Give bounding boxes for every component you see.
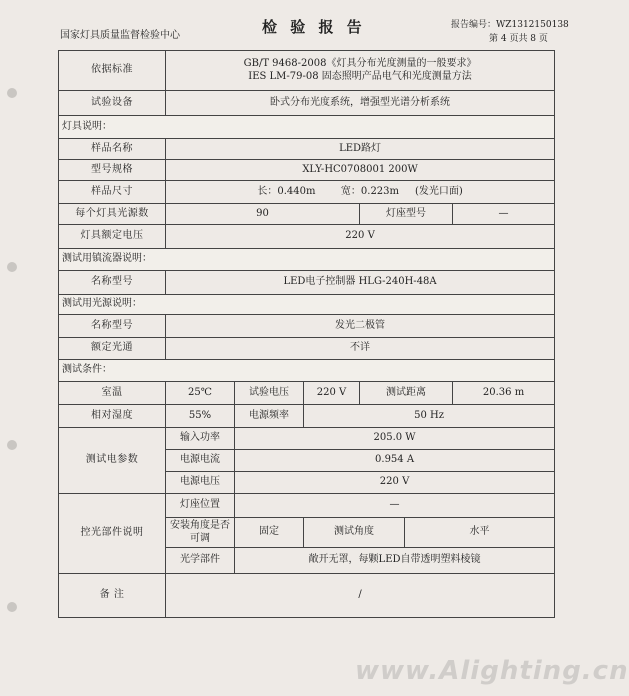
lamp-section-heading: 灯具说明： (59, 116, 555, 139)
input-power-value: 205.0 W (235, 428, 555, 450)
conditions-section-heading: 测试条件： (59, 360, 555, 382)
basis-line-1: GB/T 9468-2008《灯具分布光度测量的一般要求》 (243, 58, 477, 69)
rated-voltage-value: 220 V (166, 225, 555, 249)
binder-hole (7, 88, 17, 98)
distance-label: 测试距离 (360, 382, 453, 405)
size-row (59, 181, 555, 204)
page-info: 第 4 页共 8 页 (489, 34, 548, 44)
flux-label: 额定光通 (59, 338, 166, 360)
mount-adjustable-label: 安装角度是否可调 (166, 518, 235, 548)
humidity-label: 相对湿度 (59, 405, 166, 428)
base-type-label: 灯座型号 (360, 204, 453, 225)
remarks-label: 备 注 (59, 574, 166, 618)
size-value (166, 181, 555, 204)
sources-row (59, 204, 555, 225)
binder-hole (7, 262, 17, 272)
equipment-row (59, 91, 555, 116)
supply-current-label: 电源电流 (166, 450, 235, 472)
mount-adjustable-value: 固定 (235, 518, 304, 548)
test-angle-label: 测试角度 (304, 518, 405, 548)
humidity-row (59, 405, 555, 428)
equipment-label: 试验设备 (59, 91, 166, 116)
sources-label: 每个灯具光源数 (59, 204, 166, 225)
base-position-label: 灯座位置 (166, 494, 235, 518)
electrical-params-label: 测试电参数 (59, 428, 166, 494)
test-voltage-label: 试验电压 (235, 382, 304, 405)
remarks-row (59, 574, 555, 618)
temp-label: 室温 (59, 382, 166, 405)
size-width: 宽：0.223m (340, 185, 400, 197)
ballast-row (59, 271, 555, 295)
model-row (59, 160, 555, 181)
remarks-value: / (166, 574, 555, 618)
ballast-section-heading: 测试用镇流器说明： (59, 249, 555, 271)
rated-voltage-row (59, 225, 555, 249)
optical-parts-label: 光学部件 (166, 548, 235, 574)
organization-name: 国家灯具质量监督检验中心 (60, 30, 180, 41)
rated-voltage-label: 灯具额定电压 (59, 225, 166, 249)
power-row (59, 428, 555, 450)
sample-name-label: 样品名称 (59, 139, 166, 160)
model-label: 型号规格 (59, 160, 166, 181)
basis-label: 依据标准 (59, 51, 166, 91)
source-model-value: 发光二极管 (166, 315, 555, 338)
base-position-value: — (235, 494, 555, 518)
sample-name-row (59, 139, 555, 160)
flux-value: 不详 (166, 338, 555, 360)
report-title: 检 验 报 告 (262, 18, 366, 36)
site-watermark: www.Alighting.cn (355, 656, 629, 686)
ballast-model-label: 名称型号 (59, 271, 166, 295)
test-angle-value: 水平 (405, 518, 555, 548)
size-label: 样品尺寸 (59, 181, 166, 204)
input-power-label: 输入功率 (166, 428, 235, 450)
humidity-value: 55% (166, 405, 235, 428)
optics-label: 控光部件说明 (59, 494, 166, 574)
temp-value: 25℃ (166, 382, 235, 405)
sample-name-value: LED路灯 (166, 139, 555, 160)
source-model-label: 名称型号 (59, 315, 166, 338)
basis-value (166, 51, 555, 91)
sources-value: 90 (166, 204, 360, 225)
temp-row (59, 382, 555, 405)
supply-voltage-label: 电源电压 (166, 472, 235, 494)
model-value: XLY-HC0708001 200W (166, 160, 555, 181)
source-section-heading: 测试用光源说明： (59, 295, 555, 315)
supply-voltage-value: 220 V (235, 472, 555, 494)
size-length: 长：0.440m (257, 185, 316, 197)
basis-row (59, 51, 555, 91)
base-type-value: — (453, 204, 555, 225)
distance-value: 20.36 m (453, 382, 555, 405)
base-position-row (59, 494, 555, 518)
size-note: (发光口面) (414, 185, 463, 197)
equipment-value: 卧式分布光度系统，增强型光谱分析系统 (166, 91, 555, 116)
frequency-label: 电源频率 (235, 405, 304, 428)
flux-row (59, 338, 555, 360)
supply-current-value: 0.954 A (235, 450, 555, 472)
source-model-row (59, 315, 555, 338)
binder-hole (7, 602, 17, 612)
frequency-value: 50 Hz (304, 405, 555, 428)
optical-parts-value: 敞开无罩，每颗LED自带透明塑料棱镜 (235, 548, 555, 574)
report-number: 报告编号：WZ1312150138 (451, 20, 569, 30)
binder-hole (7, 440, 17, 450)
report-table (58, 50, 555, 618)
basis-line-2: IES LM-79-08 固态照明产品电气和光度测量方法 (248, 70, 472, 82)
test-voltage-value: 220 V (304, 382, 360, 405)
ballast-model-value: LED电子控制器 HLG-240H-48A (166, 271, 555, 295)
